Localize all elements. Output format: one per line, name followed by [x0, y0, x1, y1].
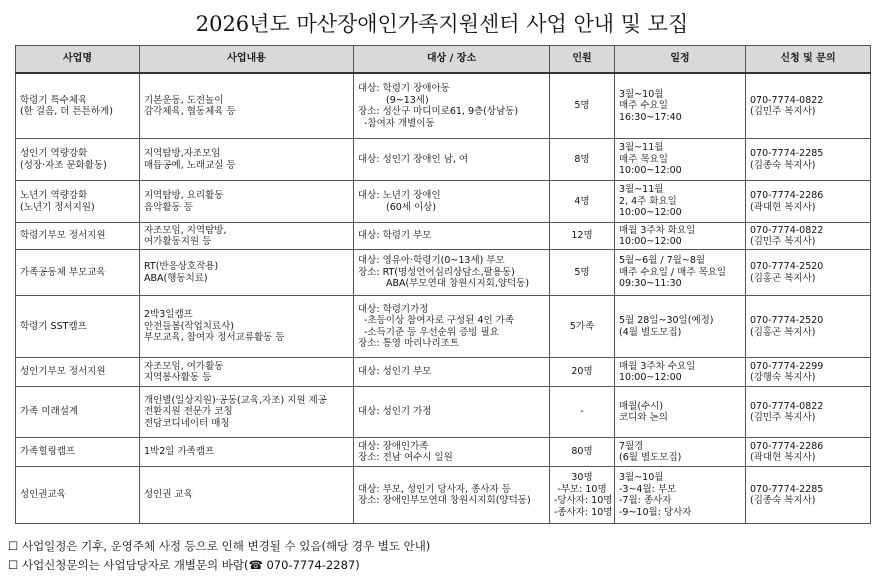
program-name-cell: [16, 438, 140, 467]
cell-line: 장소: RT(명성언어심리상담소,팔용동): [358, 266, 515, 278]
capacity-cell: [550, 139, 615, 181]
cell-line: 전환지원 전문가 코칭: [144, 406, 233, 418]
cell-line: -종사자: 10명: [554, 506, 613, 518]
cell-line: 학령기 SST캠프: [20, 320, 87, 332]
cell-line: 안전들봄(작업치료사): [144, 320, 235, 332]
cell-line: 코디와 논의: [619, 412, 668, 423]
cell-line: -소득기준 등 우선순위 증빙 필요: [364, 326, 499, 338]
target-place-cell: [354, 358, 550, 387]
program-name-cell: [16, 387, 140, 438]
cell-line: 20명: [571, 366, 593, 378]
cell-line: 대상: 성인기 가정: [358, 406, 432, 418]
contact-cell: [746, 358, 871, 387]
capacity-cell: [550, 387, 615, 438]
cell-line: 5명: [574, 266, 590, 278]
table-row: [16, 73, 871, 139]
cell-line: 학령기부모 정서지원: [20, 230, 106, 242]
cell-line: 성인기 역량강화: [20, 148, 88, 159]
program-name-cell: [16, 181, 140, 223]
cell-line: 대상: 학령기가정: [358, 303, 429, 315]
header-schedule: 일정: [615, 46, 746, 74]
contact-cell: [746, 467, 871, 524]
cell-line: (성장·자조 문화활동): [20, 159, 107, 171]
capacity-cell: [550, 296, 615, 358]
capacity-cell: [550, 358, 615, 387]
program-content-cell: [140, 250, 354, 296]
cell-line: 070-7774-0822: [750, 224, 824, 236]
cell-line: 대상: 부모, 성인기 당사자, 종사자 등: [358, 483, 511, 495]
cell-line: 070-7774-2286: [750, 190, 824, 201]
program-content-cell: [140, 296, 354, 358]
program-content-cell: [140, 223, 354, 250]
capacity-cell: [550, 181, 615, 223]
cell-line: 070-7774-2299: [750, 360, 824, 372]
cell-line: 070-7774-2285: [750, 483, 824, 495]
cell-line: 2, 4주 화요일: [619, 195, 677, 207]
cell-line: (김민주 복지사): [750, 106, 816, 117]
note-inquiry: ☐ 사업신청문의는 사업담당자로 개별문의 바람(☎ 070-7774-2287): [8, 558, 360, 572]
cell-line: 070-7774-2286: [750, 440, 824, 452]
header-program-content: 사업내용: [140, 46, 354, 74]
program-name-cell: [16, 73, 140, 139]
cell-line: (6월 별도모집): [619, 452, 682, 463]
cell-line: 3월~10월: [619, 472, 664, 483]
cell-line: 매월 3주차 수요일: [619, 360, 696, 372]
contact-cell: [746, 73, 871, 139]
target-place-cell: [354, 250, 550, 296]
cell-line: (한 걸음, 더 튼튼하게): [20, 106, 113, 117]
cell-line: 4명: [574, 195, 590, 207]
cell-line: 매주 수요일: [619, 100, 668, 112]
capacity-cell: [550, 467, 615, 524]
program-content-cell: [140, 139, 354, 181]
schedule-cell: [615, 358, 746, 387]
schedule-cell: [615, 223, 746, 250]
table-row: [16, 250, 871, 296]
cell-line: (60세 이상): [386, 201, 437, 213]
contact-cell: [746, 181, 871, 223]
cell-line: 10:00~12:00: [619, 372, 682, 383]
schedule-cell: [615, 438, 746, 467]
cell-line: 성인권교육: [20, 489, 66, 501]
cell-line: 5명: [574, 100, 590, 112]
program-table: [15, 45, 871, 524]
contact-cell: [746, 139, 871, 181]
schedule-cell: [615, 387, 746, 438]
header-contact: 신청 및 문의: [746, 46, 871, 74]
schedule-cell: [615, 250, 746, 296]
cell-line: 가족힐링캠프: [20, 446, 76, 458]
header-capacity: 인원: [550, 46, 615, 74]
cell-line: 기본운동, 도전놀이: [144, 94, 224, 106]
cell-line: 16:30~17:40: [619, 111, 682, 123]
table-row: [16, 223, 871, 250]
cell-line: 대상: 성인기 장애인 남, 여: [358, 153, 469, 165]
page-title: 2026년도 마산장애인가족지원센터 사업 안내 및 모집: [195, 12, 689, 36]
note-schedule-change: ☐ 사업일정은 기후, 운영주체 사정 등으로 인해 변경될 수 있음(해당 경우 별도 안내): [8, 539, 431, 553]
cell-line: (곽대현 복지사): [750, 452, 816, 463]
schedule-cell: [615, 139, 746, 181]
cell-line: 5월 28일~30일(예정): [619, 315, 714, 326]
cell-line: 매듭공예, 노래교실 등: [144, 159, 236, 171]
program-content-cell: [140, 73, 354, 139]
program-content-cell: [140, 467, 354, 524]
cell-line: 부모교육, 참여자 정서교류활동 등: [144, 332, 285, 344]
contact-cell: [746, 438, 871, 467]
cell-line: (김홍곤 복지사): [750, 326, 816, 338]
cell-line: 10:00~12:00: [619, 207, 682, 219]
cell-line: 2박3일캠프: [144, 309, 193, 321]
target-place-cell: [354, 296, 550, 358]
table-row: [16, 438, 871, 467]
target-place-cell: [354, 438, 550, 467]
cell-line: ABA(부모연대 창원시지회,양덕동): [386, 278, 530, 290]
cell-line: 학령기 특수체육: [20, 94, 88, 106]
cell-line: 노년기 역량강화: [20, 190, 88, 201]
cell-line: 80명: [571, 446, 593, 458]
cell-line: (김민주 복지사): [750, 236, 816, 247]
cell-line: RT(반응상호작용): [144, 261, 219, 272]
cell-line: ABA(행동치료): [144, 272, 208, 284]
cell-line: -7월: 종사자: [619, 495, 672, 506]
cell-line: (김종숙 복지사): [750, 495, 816, 506]
table-row: [16, 387, 871, 438]
cell-line: 대상: 학령기 장애아동: [358, 83, 450, 94]
program-name-cell: [16, 139, 140, 181]
notes: [8, 537, 430, 575]
cell-line: 가족 미래설계: [20, 406, 79, 418]
cell-line: (김종숙 복지사): [750, 159, 816, 171]
cell-line: 3월~11월: [619, 142, 664, 154]
program-name-cell: [16, 358, 140, 387]
cell-line: 음악활동 등: [144, 201, 193, 213]
cell-line: 대상: 학령기 부모: [358, 230, 432, 242]
cell-line: 대상: 장애인가족: [358, 440, 429, 452]
cell-line: -당사자: 10명: [554, 495, 613, 506]
cell-line: 장소: 장애인부모연대 창원시지회(양덕동): [358, 495, 531, 506]
cell-line: 전담코디네이터 매칭: [144, 417, 230, 429]
cell-line: 지역탐방,자조모임: [144, 148, 221, 159]
cell-line: 자조모임, 지역탐방,: [144, 224, 227, 236]
cell-line: 8명: [574, 153, 590, 165]
table-header-row: [16, 46, 871, 74]
cell-line: 09:30~11:30: [619, 278, 682, 290]
program-name-cell: [16, 296, 140, 358]
cell-line: 가족공동체 부모교육: [20, 266, 106, 278]
cell-line: 매주 목요일: [619, 153, 668, 165]
program-content-cell: [140, 438, 354, 467]
cell-line: 여가활동지원 등: [144, 236, 212, 247]
cell-line: 매월 3주차 화요일: [619, 224, 696, 236]
header-target-place: 대상 / 장소: [354, 46, 550, 74]
cell-line: 대상: 노년기 장애인: [358, 190, 441, 201]
cell-line: 5월~6월 / 7월~8월: [619, 255, 706, 267]
program-name-cell: [16, 223, 140, 250]
cell-line: 대상: 영유아·학령기(0~13세) 부모: [358, 255, 505, 267]
cell-line: 성인기부모 정서지원: [20, 366, 106, 378]
cell-line: -초등이상 참여자로 구성된 4인 가족: [364, 315, 515, 326]
cell-line: 5가족: [569, 320, 595, 332]
cell-line: (강행숙 복지사): [750, 372, 816, 383]
cell-line: 장소: 전남 여수시 일원: [358, 452, 453, 463]
target-place-cell: [354, 467, 550, 524]
cell-line: 3월~11월: [619, 184, 664, 196]
cell-line: 지역탐방, 요리활동: [144, 190, 224, 201]
schedule-cell: [615, 296, 746, 358]
cell-line: 12명: [571, 230, 593, 242]
table-row: [16, 181, 871, 223]
table-row: [16, 139, 871, 181]
cell-line: 10:00~12:00: [619, 236, 682, 247]
capacity-cell: [550, 438, 615, 467]
cell-line: 070-7774-0822: [750, 94, 824, 106]
table-row: [16, 358, 871, 387]
cell-line: 매월(수시): [619, 400, 664, 412]
program-name-cell: [16, 467, 140, 524]
cell-line: 감각체육, 협동체육 등: [144, 106, 236, 117]
cell-line: (노년기 정서지원): [20, 201, 95, 213]
cell-line: 장소: 성산구 마디미로61, 9층(상남동): [358, 106, 519, 117]
cell-line: (김민주 복지사): [750, 412, 816, 423]
cell-line: 대상: 성인기 부모: [358, 366, 432, 378]
cell-line: 070-7774-0822: [750, 400, 824, 412]
cell-line: 7월경: [619, 440, 644, 452]
cell-line: (김홍곤 복지사): [750, 272, 816, 284]
contact-cell: [746, 250, 871, 296]
program-content-cell: [140, 358, 354, 387]
table-row: [16, 296, 871, 358]
cell-line: 070-7774-2520: [750, 261, 824, 272]
cell-line: -: [580, 406, 584, 418]
cell-line: (곽대현 복지사): [750, 201, 816, 213]
cell-line: (9~13세): [386, 94, 429, 106]
cell-line: 3월~10월: [619, 88, 664, 100]
table-row: [16, 467, 871, 524]
program-content-cell: [140, 387, 354, 438]
capacity-cell: [550, 223, 615, 250]
target-place-cell: [354, 181, 550, 223]
cell-line: 070-7774-2285: [750, 148, 824, 159]
cell-line: 자조모임, 여가활동: [144, 360, 224, 372]
cell-line: 장소: 통영 마리나리조트: [358, 338, 460, 349]
contact-cell: [746, 223, 871, 250]
cell-line: -참여자 개별이동: [364, 117, 435, 129]
contact-cell: [746, 296, 871, 358]
cell-line: 개인별(일상지원)·공동(교육,자조) 지원 제공: [144, 394, 327, 406]
capacity-cell: [550, 250, 615, 296]
cell-line: 30명: [571, 472, 593, 483]
schedule-cell: [615, 73, 746, 139]
cell-line: 지역봉사활동 등: [144, 372, 212, 383]
cell-line: -부모: 10명: [557, 483, 607, 495]
contact-cell: [746, 387, 871, 438]
header-program-name: 사업명: [16, 46, 140, 74]
program-content-cell: [140, 181, 354, 223]
schedule-cell: [615, 181, 746, 223]
cell-line: (4월 별도모집): [619, 326, 682, 338]
cell-line: 매주 수요일 / 매주 목요일: [619, 266, 727, 278]
cell-line: 070-7774-2520: [750, 315, 824, 326]
cell-line: -3~4월: 부모: [619, 483, 677, 495]
cell-line: -9~10월: 당사자: [619, 506, 692, 518]
target-place-cell: [354, 223, 550, 250]
target-place-cell: [354, 73, 550, 139]
target-place-cell: [354, 139, 550, 181]
cell-line: 성인권 교육: [144, 489, 193, 501]
target-place-cell: [354, 387, 550, 438]
capacity-cell: [550, 73, 615, 139]
schedule-cell: [615, 467, 746, 524]
cell-line: 10:00~12:00: [619, 165, 682, 177]
program-name-cell: [16, 250, 140, 296]
cell-line: 1박2일 가족캠프: [144, 446, 215, 458]
